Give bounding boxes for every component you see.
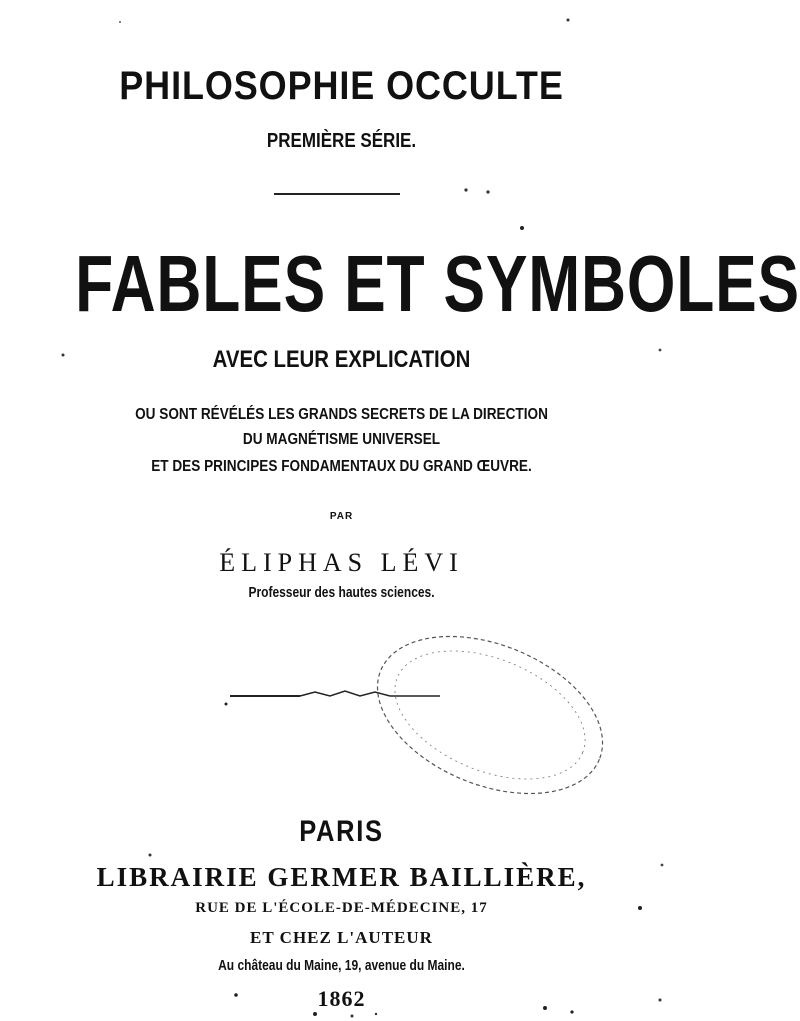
imprint-author-address: Au château du Maine, 19, avenue du Maine. xyxy=(218,957,465,974)
description-line-1: OU SONT RÉVÉLÉS LES GRANDS SECRETS DE LA DIRECTION xyxy=(135,406,548,423)
library-stamp-icon xyxy=(360,630,620,800)
imprint-city: PARIS xyxy=(299,815,384,848)
series-title: PHILOSOPHIE OCCULTE xyxy=(119,64,564,108)
book-subtitle: AVEC LEUR EXPLICATION xyxy=(212,346,471,373)
divider-rule xyxy=(274,193,400,195)
imprint-year: 1862 xyxy=(317,986,366,1011)
book-title: FABLES ET SYMBOLES xyxy=(75,239,800,328)
author-name: ÉLIPHAS LÉVI xyxy=(219,548,464,577)
imprint-publisher: LIBRAIRIE GERMER BAILLIÈRE, xyxy=(96,862,587,892)
description-line-2: DU MAGNÉTISME UNIVERSEL xyxy=(242,431,441,448)
description-line-3: ET DES PRINCIPES FONDAMENTAUX DU GRAND ŒUVRE. xyxy=(151,458,532,475)
imprint-with-author: ET CHEZ L'AUTEUR xyxy=(250,928,433,947)
by-label: PAR xyxy=(329,511,354,522)
imprint-street: RUE DE L'ÉCOLE-DE-MÉDECINE, 17 xyxy=(195,900,488,916)
series-subtitle: PREMIÈRE SÉRIE. xyxy=(266,130,417,152)
author-title: Professeur des hautes sciences. xyxy=(248,584,435,601)
